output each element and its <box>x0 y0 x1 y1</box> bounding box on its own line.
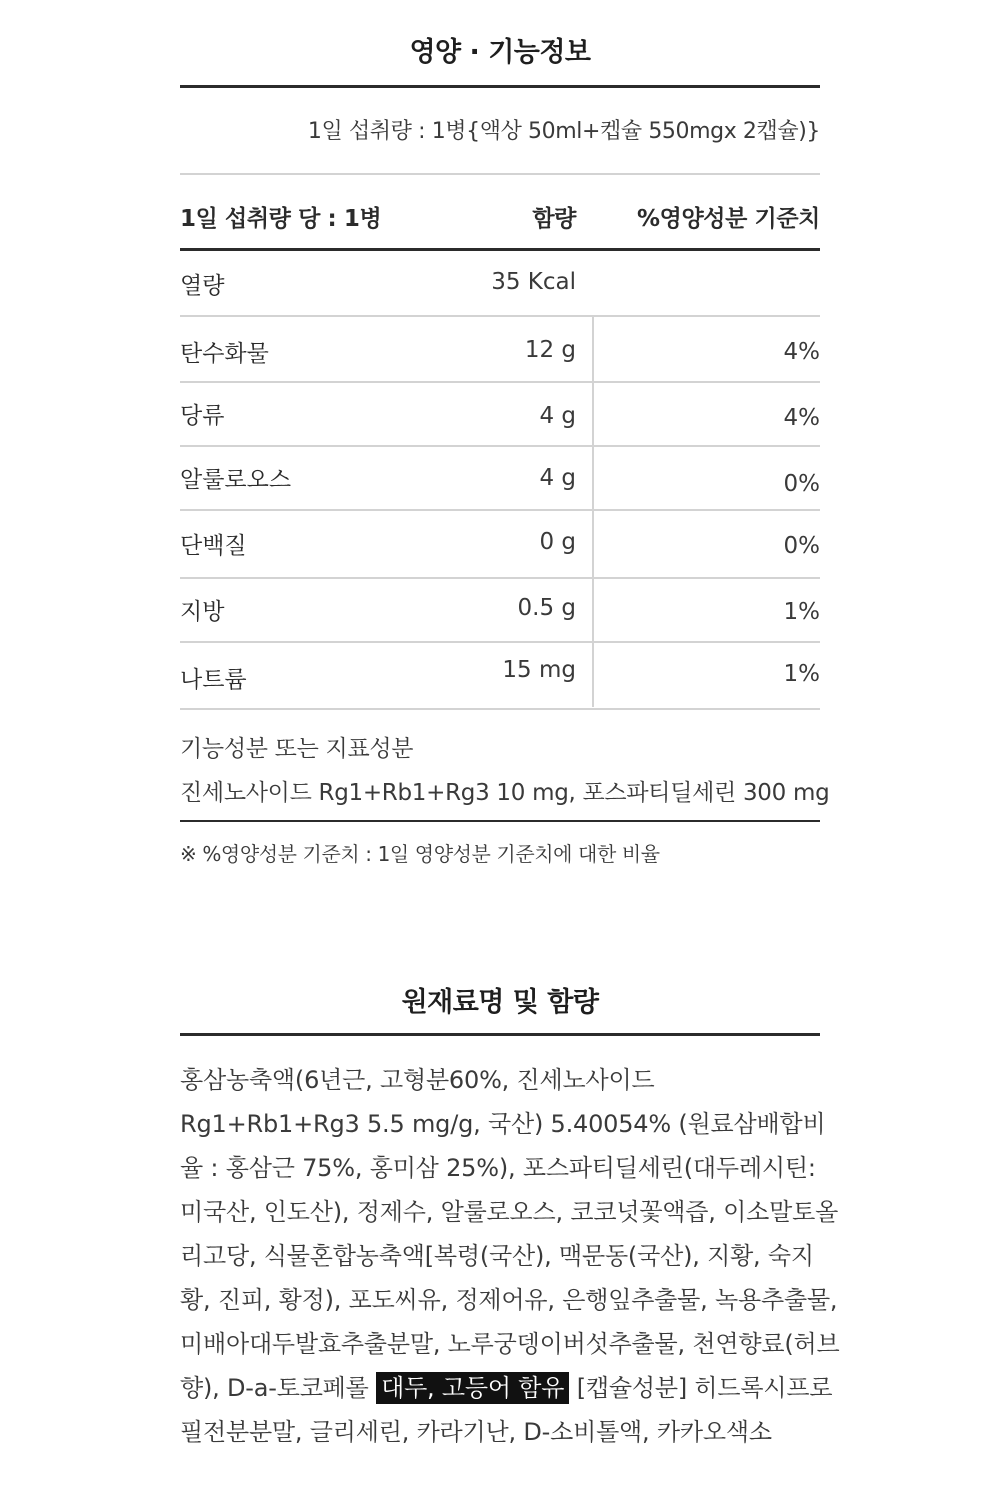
ingredients-section <box>180 0 840 1498</box>
nutrient-name: 탄수화물 <box>180 341 269 367</box>
header-daily-value: %영양성분 기준치 <box>637 206 820 232</box>
allergen-badge: 대두, 고등어 함유 <box>376 1372 569 1404</box>
nutrient-percent: 4% <box>783 339 820 365</box>
nutrient-name: 당류 <box>180 403 225 429</box>
footnote: ※ %영양성분 기준치 : 1일 영양성분 기준치에 대한 비율 <box>180 842 660 866</box>
nutrient-percent: 1% <box>783 599 820 625</box>
nutrient-amount: 12 g <box>524 337 576 363</box>
capsule-ingredients: [캡슐성분] 히드록시프로필전분분말, 글리세린, 카라기난, D-소비톨액, 카카오색소 <box>180 1374 833 1446</box>
ingredients-main: 홍삼농축액(6년근, 고형분60%, 진세노사이드 Rg1+Rb1+Rg3 5.5 mg/g, 국산) 5.40054% (원료삼배합비율 : 홍삼근 75%, 홍미삼 25%), 포스파티딜세린(대두레시틴: 미국산, 인도산), 정제수, 알룰로오스, 코코넛꽃액즙, 이소말토올리고당, 식물혼합농축액[복령(국산), 맥문동(국산), 지황, 숙지황, 진피, 황정), 포도씨유, 정제어유, 은행잎추출물, 녹용추출물, 미배아대두발효추출분말, 노루궁뎅이버섯추출물, 천연향료(허브향), D-a-토코페롤 <box>180 1066 840 1402</box>
nutrient-name: 알룰로오스 <box>180 467 292 493</box>
nutrition-title: 영양 · 기능정보 <box>409 37 591 68</box>
functional-value: 진세노사이드 Rg1+Rb1+Rg3 10 mg, 포스파티딜세린 300 mg <box>180 780 830 806</box>
ingredients-text <box>180 1058 840 1454</box>
ingredients-divider <box>180 1033 820 1036</box>
nutrient-amount: 4 g <box>539 403 576 429</box>
nutrient-name: 나트륨 <box>180 667 247 693</box>
nutrient-name: 열량 <box>180 273 225 299</box>
ingredients-title: 원재료명 및 함량 <box>401 987 599 1018</box>
nutrient-percent: 4% <box>783 405 820 431</box>
nutrient-amount: 15 mg <box>502 657 576 683</box>
nutrient-percent: 1% <box>783 661 820 687</box>
header-per-serving: 1일 섭취량 당 : 1병 <box>180 206 382 232</box>
functional-label: 기능성분 또는 지표성분 <box>180 736 414 762</box>
nutrient-amount: 0.5 g <box>517 595 576 621</box>
nutrient-amount: 35 Kcal <box>491 269 576 295</box>
nutrient-percent: 0% <box>783 533 820 559</box>
header-amount: 함량 <box>532 206 576 232</box>
nutrient-amount: 4 g <box>539 465 576 491</box>
nutrient-percent: 0% <box>783 471 820 497</box>
nutrient-amount: 0 g <box>539 529 576 555</box>
nutrient-name: 지방 <box>180 599 225 625</box>
serving-size: 1일 섭취량 : 1병{액상 50ml+켑슐 550mgx 2캡슐)} <box>307 119 820 144</box>
nutrient-name: 단백질 <box>180 533 247 559</box>
